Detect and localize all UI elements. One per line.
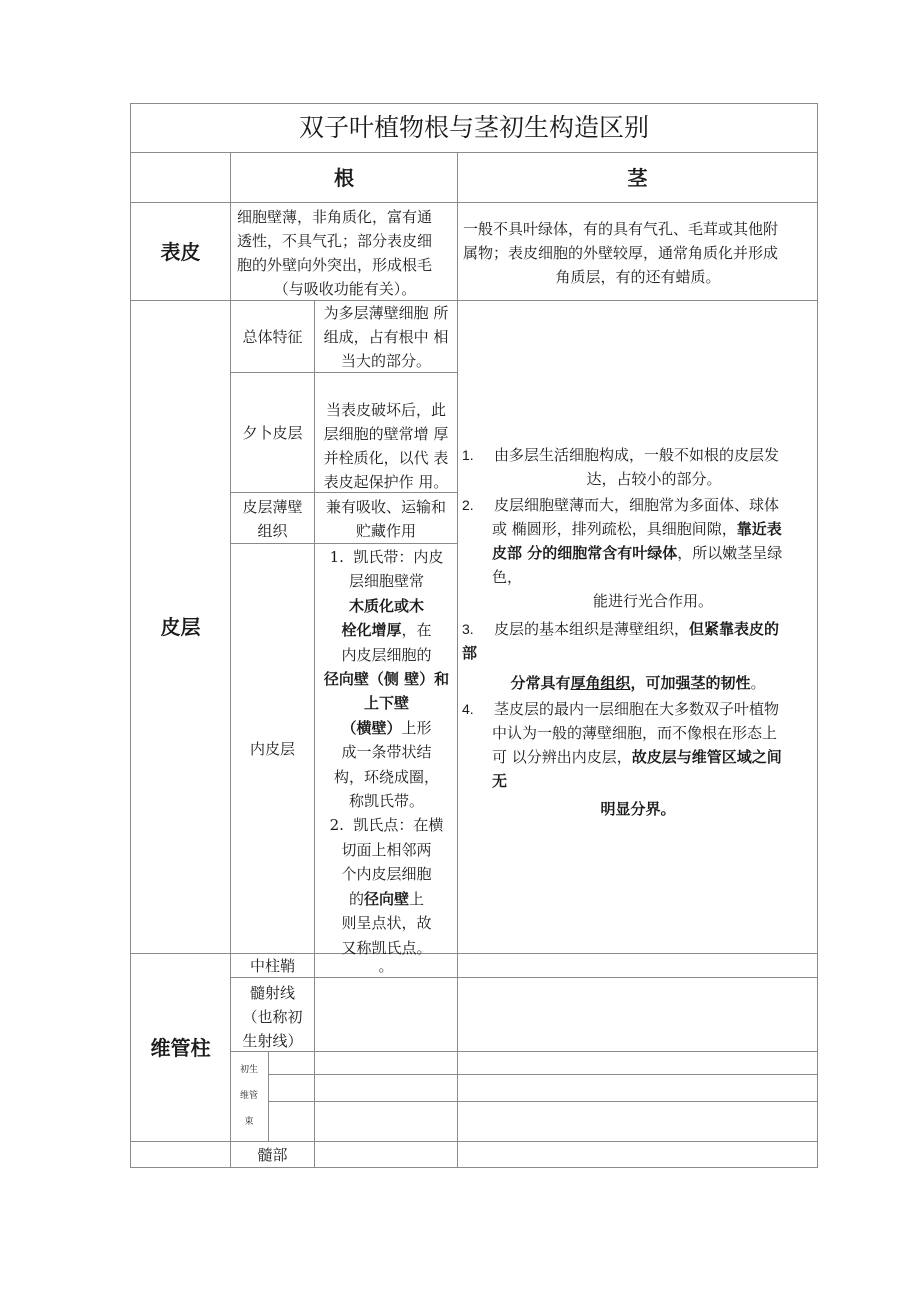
- row-label-epidermis: 表皮: [160, 239, 201, 264]
- col-divider-root-sub: [314, 300, 315, 1168]
- table-border-bottom: [130, 1167, 818, 1168]
- list-item: 1. 由多层生活细胞构成，一般不如根的皮层发: [462, 446, 780, 464]
- list-item: 3. 皮层的基本组织是薄壁组织，但紧靠表皮的: [462, 620, 780, 638]
- col-divider-bundle: [268, 1051, 269, 1141]
- row-label-cortex: 皮层: [160, 615, 201, 639]
- sub-label-bundle: 初生 维管 束: [239, 1065, 258, 1127]
- row-label-stele: 维管柱: [150, 1035, 211, 1060]
- sub-label-pith: 髓部: [257, 1145, 288, 1164]
- row-divider-header: [130, 202, 818, 203]
- thin-wall-root-text: 兼有吸收、运输和 贮藏作用: [325, 498, 446, 540]
- row-divider-bundle-a: [268, 1074, 818, 1075]
- cortex-stem-list: 1. 由多层生活细胞构成，一般不如根的皮层发 达，占较小的部分。 2. 皮层细胞壁薄而大，细胞常为多面体、球体 或 椭圆形，排列疏松，具细胞间隙，靠近表 皮部 分的细胞常含有叶绿体，所以嫩茎呈绿 色， 能进行光合作用。 3. 皮层的基本组织是薄壁组织，但紧靠表皮的 部 分常具有厚角组织，可加强茎的韧性。 4. 茎皮层的最内一层细胞在大多数双子叶植物 中认为一般的薄壁细胞，而不像根在形态上 可 以分辨出内皮层，故皮层与维管区域之间 无 明显分界。: [462, 443, 814, 821]
- general-root-text: 为多层薄壁细胞 所 组成，占有根中 相 当大的部分。: [323, 304, 449, 370]
- sub-label-thin-wall: 皮层薄壁 组织: [242, 498, 303, 540]
- sub-label-exodermis: 夕卜皮层: [242, 423, 303, 442]
- endodermis-root-text: 1. 凯氏带：内皮 层细胞壁常 木质化或木 栓化增厚，在 内皮层细胞的 径向壁（侧 壁）和 上下壁 （横壁）上形 成一条带状结 构，环绕成圈， 称凯氏带。 2. 凯氏点：在横 切面上相邻两 个内皮层细胞 的径向壁上 则呈点状，故 又称凯氏点。: [323, 548, 450, 957]
- table-border-right: [817, 103, 818, 1168]
- sub-label-general: 总体特征: [242, 327, 303, 346]
- sub-label-ray: 髓射线 （也称初 生射线）: [242, 984, 303, 1050]
- row-divider-bundle-b: [268, 1101, 818, 1102]
- row-divider-pericycle: [230, 977, 818, 978]
- epidermis-root-text: 细胞壁薄，非角质化，富有通 透性，不具气孔；部分表皮细 胞的外壁向外突出，形成根毛 （与吸收功能有关）。: [237, 208, 433, 298]
- sub-label-endodermis: 内皮层: [249, 739, 295, 758]
- list-item: 4. 茎皮层的最内一层细胞在大多数双子叶植物: [462, 700, 780, 718]
- epidermis-stem-text: 一般不具叶绿体，有的具有气孔、毛茸或其他附 属物；表皮细胞的外壁较厚，通常角质化并形成 角质层，有的还有蜡质。: [463, 220, 779, 286]
- pericycle-root-text: 。: [378, 956, 394, 975]
- header-stem: 茎: [627, 165, 648, 190]
- header-root: 根: [334, 165, 354, 190]
- list-item: 2. 皮层细胞壁薄而大，细胞常为多面体、球体: [462, 496, 780, 514]
- col-divider-stem: [457, 152, 458, 1168]
- sub-label-pericycle: 中柱鞘: [249, 956, 295, 975]
- exodermis-root-text: 当表皮破坏后，此 层细胞的壁常增 厚 并栓质化，以代 表 表皮起保护作 用。: [323, 401, 449, 491]
- row-divider-ray: [230, 1051, 818, 1052]
- page-title: 双子叶植物根与茎初生构造区别: [298, 113, 649, 142]
